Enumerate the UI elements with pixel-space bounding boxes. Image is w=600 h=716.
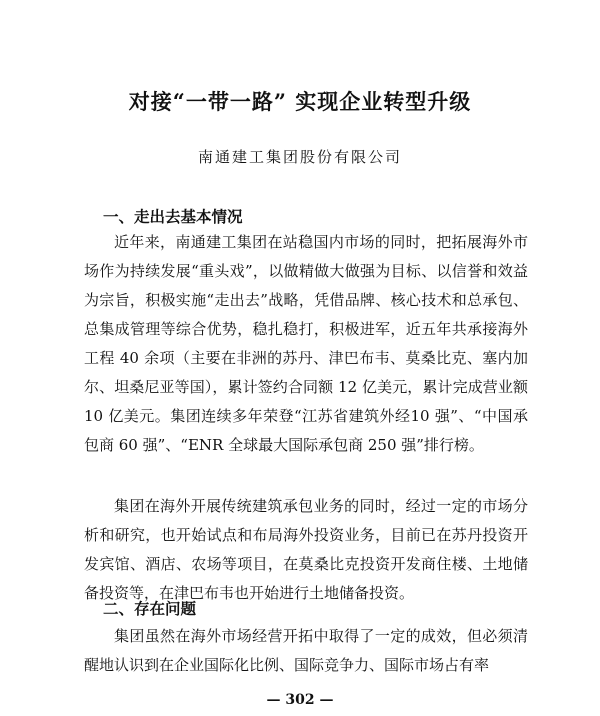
paragraph: 近年来，南通建工集团在站稳国内市场的同时，把拓展海外市场作为持续发展“重头戏”，以做精做大做强为目标、以信誉和效益为宗旨，积极实施“走出去”战略，凭借品牌、核心技术和总承包、总集成管理等综合优势，稳扎稳打，积极进军，近五年共承接海外工程 40 余项（主要在非洲的苏丹、津巴布韦、莫桑比克、塞内加尔、坦桑尼亚等国），累计签约合同额 12 亿美元，累计完成营业额 10 亿美元。集团连续多年荣登“江苏省建筑外经10 强”、“中国承包商 60 强”、“ENR 全球最大国际承包商 250 强”排行榜。 xyxy=(84,233,528,454)
paragraph: 集团在海外开展传统建筑承包业务的同时，经过一定的市场分析和研究，也开始试点和布局海外投资业务，目前已在苏丹投资开发宾馆、酒店、农场等项目，在莫桑比克投资开发商住楼、土地储备投资等，在津巴布韦也开始进行土地储备投资。 xyxy=(84,497,528,602)
paragraph: 集团虽然在海外市场经营开拓中取得了一定的成效，但必须清醒地认识到在企业国际化比例、国际竞争力、国际市场占有率 xyxy=(84,627,528,674)
section-heading-problems: 二、存在问题 xyxy=(103,600,197,618)
document-title: 对接“一带一路” 实现企业转型升级 xyxy=(128,89,472,114)
page-number: — 302 — xyxy=(266,692,334,708)
section-heading-overview: 一、走出去基本情况 xyxy=(103,208,243,226)
organization-name: 南通建工集团股份有限公司 xyxy=(197,148,402,166)
